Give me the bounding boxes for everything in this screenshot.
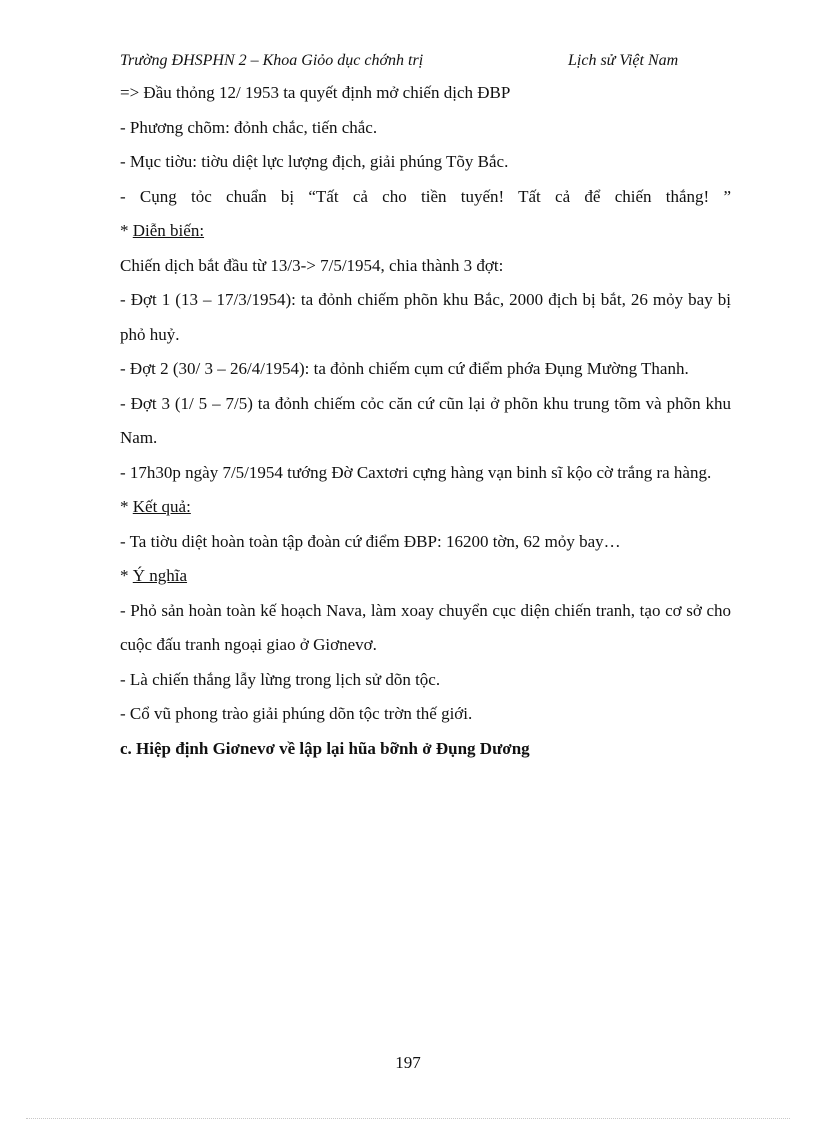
paragraph-phase-2: - Đợt 2 (30/ 3 – 26/4/1954): ta đỏnh chiếm cụm cứ điểm phớa Đụng Mường Thanh.: [120, 359, 689, 378]
heading-y-nghia: [120, 559, 731, 594]
paragraph-preparation: - Cụng tỏc chuẩn bị “Tất cả cho tiền tuyến! Tất cả để chiến thắng! ”: [120, 186, 731, 206]
heading-ket-qua: [120, 490, 731, 525]
paragraph-significance-2: - Là chiến thắng lẫy lừng trong lịch sử dõn tộc.: [120, 669, 441, 689]
heading-y-nghia-prefix: *: [120, 566, 133, 585]
page-header: [120, 52, 730, 76]
paragraph-objective: - Mục tiờu: tiờu diệt lực lượng địch, giải phúng Tõy Bắc.: [120, 152, 509, 171]
heading-dien-bien-label: Diễn biến:: [132, 221, 205, 240]
paragraph-significance-3: - Cổ vũ phong trào giải phúng dõn tộc trờn thế giới.: [120, 704, 473, 723]
header-institution: Trường ĐHSPHN 2 – Khoa Giỏo dục chớnh trị: [120, 52, 424, 69]
page-body: [120, 76, 731, 766]
page-bottom-border: [26, 1118, 790, 1119]
paragraph-phase-1: - Đợt 1 (13 – 17/3/1954): ta đỏnh chiếm phõn khu Bắc, 2000 địch bị bắt, 26 mỏy bay bị phỏ huỷ.: [120, 290, 731, 344]
paragraph-phase-3: - Đợt 3 (1/ 5 – 7/5) ta đỏnh chiếm cỏc căn cứ cũn lại ở phõn khu trung tõm và phõn khu Nam.: [120, 393, 731, 447]
section-heading-geneva: c. Hiệp định Giơnevơ về lập lại hũa bỡnh ở Đụng Dương: [120, 738, 530, 758]
heading-ket-qua-prefix: *: [120, 497, 133, 516]
paragraph-surrender: - 17h30p ngày 7/5/1954 tướng Đờ Caxtơri cựng hàng vạn binh sĩ kộo cờ trắng ra hàng.: [120, 462, 712, 482]
page-number: 197: [395, 1053, 421, 1072]
heading-y-nghia-label: Ý nghĩa: [132, 566, 188, 585]
heading-dien-bien: [120, 214, 731, 249]
heading-ket-qua-label: Kết quả:: [132, 497, 191, 516]
paragraph-decision: => Đầu thỏng 12/ 1953 ta quyết định mở chiến dịch ĐBP: [120, 83, 511, 102]
header-subject: Lịch sử Việt Nam: [568, 52, 679, 69]
paragraph-significance-1: - Phỏ sản hoàn toàn kế hoạch Nava, làm xoay chuyển cục diện chiến tranh, tạo cơ sở cho cuộc đấu tranh ngoại giao ở Giơnevơ.: [120, 600, 731, 654]
paragraph-result: - Ta tiờu diệt hoàn toàn tập đoàn cứ điểm ĐBP: 16200 tờn, 62 mỏy bay…: [120, 531, 621, 551]
paragraph-motto: - Phương chõm: đỏnh chắc, tiến chắc.: [120, 117, 378, 137]
paragraph-campaign-start: Chiến dịch bắt đầu từ 13/3-> 7/5/1954, chia thành 3 đợt:: [120, 255, 504, 275]
heading-dien-bien-prefix: *: [120, 221, 133, 240]
